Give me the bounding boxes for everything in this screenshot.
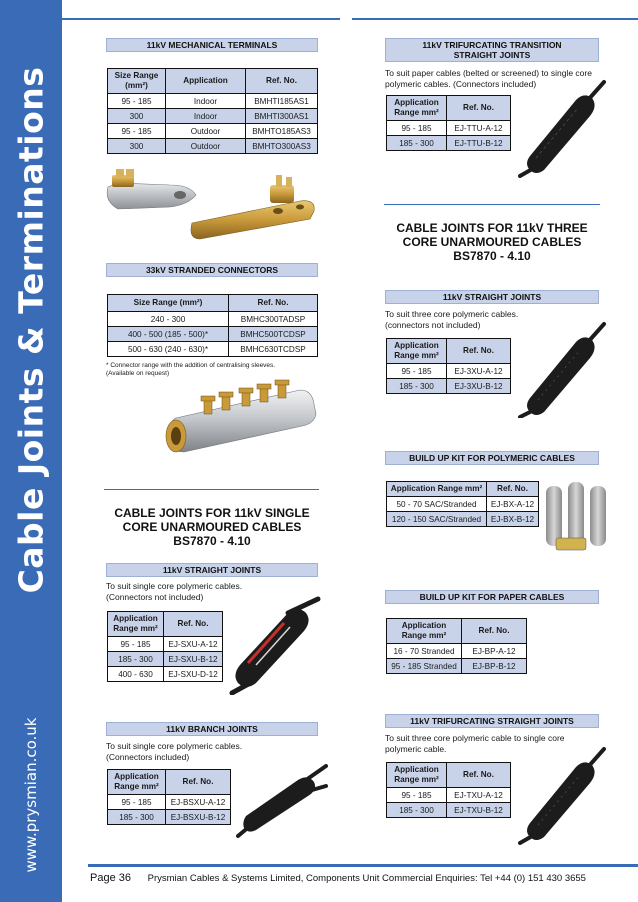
three-core-heading: [385, 221, 599, 263]
note-line: * Connector range with the addition of centralising sleeves.: [106, 362, 276, 369]
table-cell: EJ-BX-A-12: [487, 497, 539, 512]
column-header: Application Range mm²: [108, 770, 166, 795]
column-header: Application Range mm²: [108, 612, 164, 637]
branch-joints-table: [107, 769, 231, 825]
table-cell: 185 - 300: [387, 136, 447, 151]
table-row: [108, 139, 318, 154]
sidebar: [0, 0, 62, 902]
column-header: Application Range mm²: [387, 482, 487, 497]
table-row: [387, 659, 527, 674]
top-rule-left: [62, 18, 340, 20]
tc-straight-joints-heading: 11kV STRAIGHT JOINTS: [385, 290, 599, 304]
description-line: (connectors not included): [385, 320, 481, 330]
table-cell: 95 - 185: [387, 121, 447, 136]
table-cell: BMHC630TCDSP: [229, 342, 318, 357]
sidebar-url[interactable]: www.prysmian.co.uk: [22, 717, 40, 873]
table-cell: 95 - 185: [387, 788, 447, 803]
description-line: To suit single core polymeric cables.: [106, 741, 243, 751]
column-header: Ref. No.: [246, 69, 318, 94]
column-header: Ref. No.: [166, 770, 231, 795]
table-cell: EJ-SXU-A-12: [164, 637, 223, 652]
heading-line: BS7870 - 4.10: [453, 249, 531, 263]
heading-line: STRAIGHT JOINTS: [453, 50, 531, 60]
description-line: polymeric cables. (Connectors included): [385, 79, 537, 89]
table-cell: BMHTI185AS1: [246, 94, 318, 109]
table-cell: EJ-TTU-A-12: [447, 121, 511, 136]
single-core-heading: [106, 506, 318, 548]
trifurcating-transition-table: [386, 95, 511, 151]
table-cell: 120 - 150 SAC/Stranded: [387, 512, 487, 527]
footer-contact: Prysmian Cables & Systems Limited, Components Unit Commercial Enquiries: Tel +44 (0) 151 430 3655: [147, 873, 586, 884]
heading-line: CORE UNARMOURED CABLES: [122, 520, 302, 534]
table-cell: 95 - 185 Stranded: [387, 659, 462, 674]
table-cell: EJ-SXU-D-12: [164, 667, 223, 682]
table-cell: 16 - 70 Stranded: [387, 644, 462, 659]
tc-straight-joints-table: [386, 338, 511, 394]
table-row: [387, 121, 511, 136]
table-row: [387, 136, 511, 151]
page-number: Page 36: [90, 872, 131, 884]
table-cell: 240 - 300: [108, 312, 229, 327]
buildup-polymeric-heading: BUILD UP KIT FOR POLYMERIC CABLES: [385, 451, 599, 465]
column-header: Ref. No.: [164, 612, 223, 637]
table-row: [387, 379, 511, 394]
column-header: Ref. No.: [447, 96, 511, 121]
table-cell: EJ-SXU-B-12: [164, 652, 223, 667]
table-cell: 300: [108, 109, 166, 124]
trifurcating-straight-joint-image: [516, 745, 608, 845]
sc-straight-joints-heading: 11kV STRAIGHT JOINTS: [106, 563, 318, 577]
description-line: polymeric cable.: [385, 744, 447, 754]
table-cell: EJ-BSXU-B-12: [166, 810, 231, 825]
table-cell: 500 - 630 (240 - 630)*: [108, 342, 229, 357]
heading-line: CORE UNARMOURED CABLES: [402, 235, 582, 249]
table-cell: Indoor: [166, 109, 246, 124]
sidebar-title: Cable Joints & Terminations: [11, 66, 51, 594]
column-header: Application Range mm²: [387, 619, 462, 644]
table-cell: Outdoor: [166, 124, 246, 139]
trifurcating-straight-table: [386, 762, 511, 818]
table-row: [108, 342, 318, 357]
buildup-kit-image: [544, 478, 612, 556]
description-line: (Connectors included): [106, 752, 190, 762]
table-cell: 95 - 185: [387, 364, 447, 379]
heading-line: BS7870 - 4.10: [173, 534, 251, 548]
table-cell: Outdoor: [166, 139, 246, 154]
table-row: [108, 810, 231, 825]
buildup-polymeric-table: [386, 481, 539, 527]
stranded-connector-image: [160, 378, 320, 460]
stranded-connectors-table: [107, 294, 318, 357]
table-row: [108, 652, 223, 667]
column-header: Application Range mm²: [387, 96, 447, 121]
column-header: Application Range mm²: [387, 763, 447, 788]
table-cell: 50 - 70 SAC/Stranded: [387, 497, 487, 512]
column-header: Ref. No.: [487, 482, 539, 497]
branch-joint-image: [236, 760, 328, 840]
table-row: [387, 644, 527, 659]
trifurcating-transition-image: [516, 78, 608, 178]
branch-joints-heading: 11kV BRANCH JOINTS: [106, 722, 318, 736]
top-rule-right: [352, 18, 638, 20]
buildup-paper-table: [386, 618, 527, 674]
footer: [90, 872, 586, 884]
sc-straight-joints-table: [107, 611, 223, 682]
table-cell: EJ-TXU-B-12: [447, 803, 511, 818]
footer-rule: [88, 864, 638, 867]
table-row: [108, 667, 223, 682]
trifurcating-straight-heading: 11kV TRIFURCATING STRAIGHT JOINTS: [385, 714, 599, 728]
table-cell: BMHTO185AS3: [246, 124, 318, 139]
table-row: [108, 124, 318, 139]
table-cell: BMHTO300AS3: [246, 139, 318, 154]
table-row: [387, 364, 511, 379]
table-row: [387, 512, 539, 527]
table-cell: 185 - 300: [387, 379, 447, 394]
description-line: To suit three core polymeric cables.: [385, 309, 519, 319]
table-cell: 95 - 185: [108, 94, 166, 109]
description-line: To suit single core polymeric cables.: [106, 581, 243, 591]
table-row: [387, 497, 539, 512]
column-header: Ref. No.: [229, 295, 318, 312]
table-cell: EJ-BSXU-A-12: [166, 795, 231, 810]
table-cell: 300: [108, 139, 166, 154]
sc-straight-joint-image: [228, 595, 328, 695]
table-cell: 185 - 300: [108, 810, 166, 825]
connector-note: [106, 362, 326, 378]
section-rule: [384, 204, 600, 205]
table-cell: 185 - 300: [387, 803, 447, 818]
section-rule: [104, 489, 319, 490]
mech-terminals-table: [107, 68, 318, 154]
column-header: Size Range (mm²): [108, 69, 166, 94]
table-row: [387, 803, 511, 818]
heading-line: 11kV TRIFURCATING TRANSITION: [422, 40, 562, 50]
table-cell: 185 - 300: [108, 652, 164, 667]
table-cell: 400 - 630: [108, 667, 164, 682]
column-header: Size Range (mm²): [108, 295, 229, 312]
mech-terminals-heading: 11kV MECHANICAL TERMINALS: [106, 38, 318, 52]
buildup-paper-heading: BUILD UP KIT FOR PAPER CABLES: [385, 590, 599, 604]
table-row: [108, 94, 318, 109]
column-header: Ref. No.: [462, 619, 527, 644]
tc-straight-joint-image: [516, 318, 608, 418]
trifurcating-transition-heading: [385, 38, 599, 62]
table-cell: EJ-BP-A-12: [462, 644, 527, 659]
note-line: (Available on request): [106, 370, 170, 377]
table-row: [108, 312, 318, 327]
table-cell: BMHC500TCDSP: [229, 327, 318, 342]
table-cell: EJ-BX-B-12: [487, 512, 539, 527]
description-line: To suit three core polymeric cable to single core: [385, 733, 565, 743]
description-line: (Connectors not included): [106, 592, 204, 602]
heading-line: CABLE JOINTS FOR 11kV THREE: [396, 221, 588, 235]
table-row: [108, 327, 318, 342]
table-row: [108, 109, 318, 124]
table-cell: 95 - 185: [108, 795, 166, 810]
table-row: [108, 637, 223, 652]
table-cell: 95 - 185: [108, 124, 166, 139]
table-cell: EJ-3XU-A-12: [447, 364, 511, 379]
column-header: Ref. No.: [447, 763, 511, 788]
column-header: Ref. No.: [447, 339, 511, 364]
table-cell: BMHTI300AS1: [246, 109, 318, 124]
column-header: Application: [166, 69, 246, 94]
description-line: To suit paper cables (belted or screened) to single core: [385, 68, 592, 78]
table-row: [108, 795, 231, 810]
heading-line: CABLE JOINTS FOR 11kV SINGLE: [114, 506, 310, 520]
table-cell: BMHC300TADSP: [229, 312, 318, 327]
table-cell: 95 - 185: [108, 637, 164, 652]
table-row: [387, 788, 511, 803]
table-cell: EJ-TTU-B-12: [447, 136, 511, 151]
stranded-connectors-heading: 33kV STRANDED CONNECTORS: [106, 263, 318, 277]
mechanical-terminals-image: [100, 165, 330, 245]
table-cell: EJ-BP-B-12: [462, 659, 527, 674]
table-cell: EJ-3XU-B-12: [447, 379, 511, 394]
column-header: Application Range mm²: [387, 339, 447, 364]
table-cell: Indoor: [166, 94, 246, 109]
table-cell: 400 - 500 (185 - 500)*: [108, 327, 229, 342]
table-cell: EJ-TXU-A-12: [447, 788, 511, 803]
